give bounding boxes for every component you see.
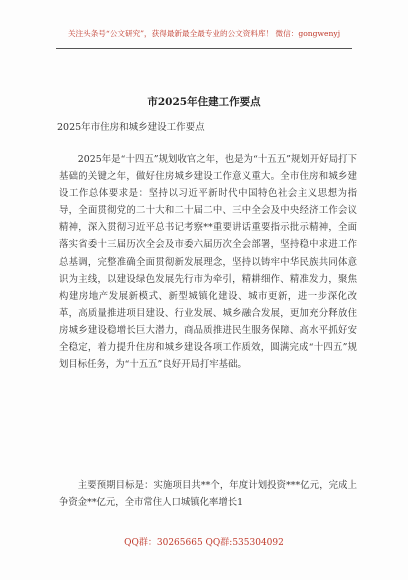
- header-divider: [56, 48, 352, 49]
- body-paragraph-1: [59, 151, 357, 373]
- paragraph-text: 2025年是“十四五”规划收官之年，也是为“十五五”规划开好局打下基础的关键之年，做好住房城乡建设工作意义重大。全市住房和城乡建设工作总体要求是：坚持以习近平新时代中国特色社会主义思想为指导，全面贯彻党的二十大和二十届二中、三中全会及中央经济工作会议精神，深入贯彻习近平总书记考察**重要讲话重要指示批示精神，全面落实省委十三届历次全会及市委六届历次全会部署，坚持稳中求进工作总基调，完整准确全面贯彻新发展理念，坚持以铸牢中华民族共同体意识为主线，以建设绿色发展先行市为牵引，精耕细作、精准发力，聚焦构建房地产发展新模式、新型城镇化建设、城市更新，进一步深化改革，高质量推进项目建设、行业发展、城乡融合发展，更加充分释放住房城乡建设稳增长巨大潜力，商品质推进民生服务保障、高水平抓好安全稳定，着力提升住房和城乡建设各项工作质效，圆满完成“十四五”规划目标任务，为“十五五”良好开局打牢基础。: [59, 154, 357, 371]
- paragraph-text: 主要预期目标是：实施项目共**个，年度计划投资***亿元，完成上争资金**亿元，全市常住人口城镇化率增长1: [59, 480, 357, 509]
- footer-contact: QQ群：30265665 QQ群:535304092: [124, 538, 284, 548]
- body-paragraph-2: [59, 477, 357, 511]
- header-banner: 关注头条号“公文研究”，获得最新最全最专业的公文资料库！ 微信：gongwenyj: [67, 29, 341, 38]
- document-subtitle: 2025年市住房和城乡建设工作要点: [57, 122, 205, 133]
- document-title: 市2025年住建工作要点: [147, 96, 261, 108]
